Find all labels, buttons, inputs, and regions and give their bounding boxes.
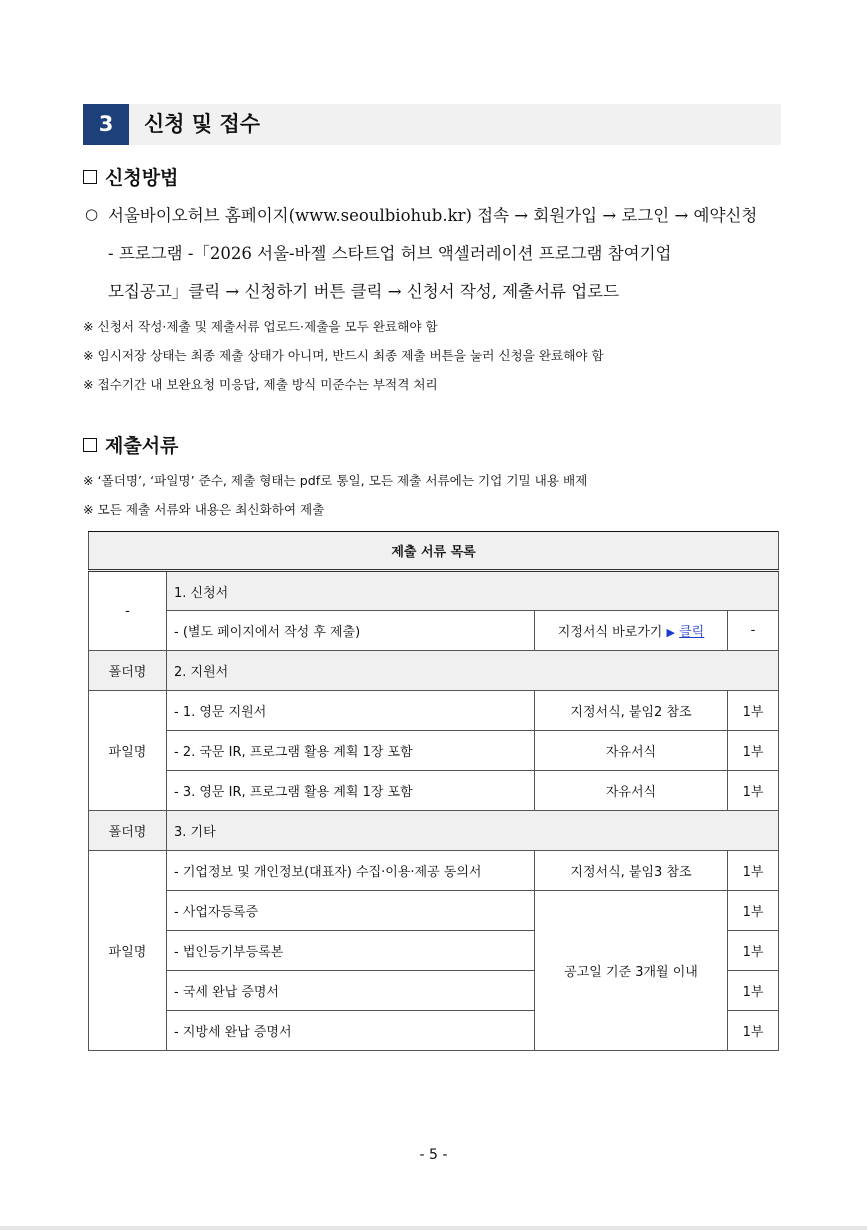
item-name: - 국세 완납 증명서 <box>167 971 535 1011</box>
item-qty: 1부 <box>728 971 779 1011</box>
format-prefix: 지정서식 바로가기 <box>557 625 667 640</box>
group3-title: 3. 기타 <box>167 811 779 851</box>
table-row <box>89 851 779 891</box>
table-row <box>89 891 779 931</box>
item-qty: 1부 <box>728 931 779 971</box>
method-line-1: 서울바이오허브 홈페이지(www.seoulbiohub.kr) 접속 → 회원가입 → 로그인 → 예약신청 <box>108 206 758 225</box>
apply-note-1: ※ 신청서 작성·제출 및 제출서류 업로드·제출을 모두 완료해야 함 <box>83 319 438 334</box>
documents-heading-text: 제출서류 <box>105 435 179 457</box>
play-icon[interactable]: ▶ <box>666 626 675 639</box>
item-name: - 지방세 완납 증명서 <box>167 1011 535 1051</box>
item-name: - 사업자등록증 <box>167 891 535 931</box>
file-label: 파일명 <box>89 691 167 811</box>
checkbox-icon <box>83 170 97 184</box>
item-qty: 1부 <box>728 771 779 811</box>
item-name: - 3. 영문 IR, 프로그램 활용 계획 1장 포함 <box>167 771 535 811</box>
table-row <box>89 691 779 731</box>
item-qty: 1부 <box>728 891 779 931</box>
section-title: 신청 및 접수 <box>144 112 261 136</box>
table-row <box>89 611 779 651</box>
table-row <box>89 731 779 771</box>
item-format <box>535 611 728 651</box>
item-name: - 1. 영문 지원서 <box>167 691 535 731</box>
apply-note-2: ※ 임시저장 상태는 최종 제출 상태가 아니며, 반드시 최종 제출 버튼을 눌러 신청을 완료해야 함 <box>83 348 604 363</box>
table-row <box>89 811 779 851</box>
item-qty: - <box>728 611 779 651</box>
item-name: - (별도 페이지에서 작성 후 제출) <box>167 611 535 651</box>
documents-note-2: ※ 모든 제출 서류와 내용은 최신화하여 제출 <box>83 502 325 517</box>
section-header <box>83 104 781 145</box>
item-name: - 기업정보 및 개인정보(대표자) 수집·이용·제공 동의서 <box>167 851 535 891</box>
item-format: 자유서식 <box>535 771 728 811</box>
documents-table <box>88 531 779 1051</box>
item-qty: 1부 <box>728 691 779 731</box>
item-name: - 법인등기부등록본 <box>167 931 535 971</box>
form-link[interactable]: 클릭 <box>679 625 705 640</box>
folder-label: 폴더명 <box>89 651 167 691</box>
item-format: 지정서식, 붙임2 참조 <box>535 691 728 731</box>
apply-method-heading <box>83 163 178 190</box>
section-number: 3 <box>83 104 129 145</box>
checkbox-icon <box>83 438 97 452</box>
item-qty: 1부 <box>728 1011 779 1051</box>
item-format: 자유서식 <box>535 731 728 771</box>
shared-format: 공고일 기준 3개월 이내 <box>535 891 728 1051</box>
bullet-circle: ○ <box>85 205 99 223</box>
item-format: 지정서식, 붙임3 참조 <box>535 851 728 891</box>
file-label: 파일명 <box>89 851 167 1051</box>
method-line-2: - 프로그램 -「2026 서울-바젤 스타트업 허브 액셀러레이션 프로그램 참여기업 <box>108 244 672 263</box>
table-row <box>89 571 779 611</box>
item-qty: 1부 <box>728 851 779 891</box>
item-qty: 1부 <box>728 731 779 771</box>
apply-method-heading-text: 신청방법 <box>105 167 179 189</box>
documents-note-1: ※ ‘폴더명’, ‘파일명’ 준수, 제출 형태는 pdf로 통일, 모든 제출 서류에는 기업 기밀 내용 배제 <box>83 473 588 488</box>
item-name: - 2. 국문 IR, 프로그램 활용 계획 1장 포함 <box>167 731 535 771</box>
page-number: - 5 - <box>419 1147 448 1163</box>
table-header-row <box>89 532 779 571</box>
group1-label: - <box>89 571 167 651</box>
page-bottom-strip <box>0 1226 867 1230</box>
group2-title: 2. 지원서 <box>167 651 779 691</box>
table-row <box>89 651 779 691</box>
method-line-3: 모집공고」클릭 → 신청하기 버튼 클릭 → 신청서 작성, 제출서류 업로드 <box>108 282 620 301</box>
table-row <box>89 771 779 811</box>
documents-heading <box>83 431 178 458</box>
folder-label: 폴더명 <box>89 811 167 851</box>
table-title: 제출 서류 목록 <box>89 532 779 571</box>
apply-note-3: ※ 접수기간 내 보완요청 미응답, 제출 방식 미준수는 부적격 처리 <box>83 377 438 392</box>
group1-title: 1. 신청서 <box>167 571 779 611</box>
